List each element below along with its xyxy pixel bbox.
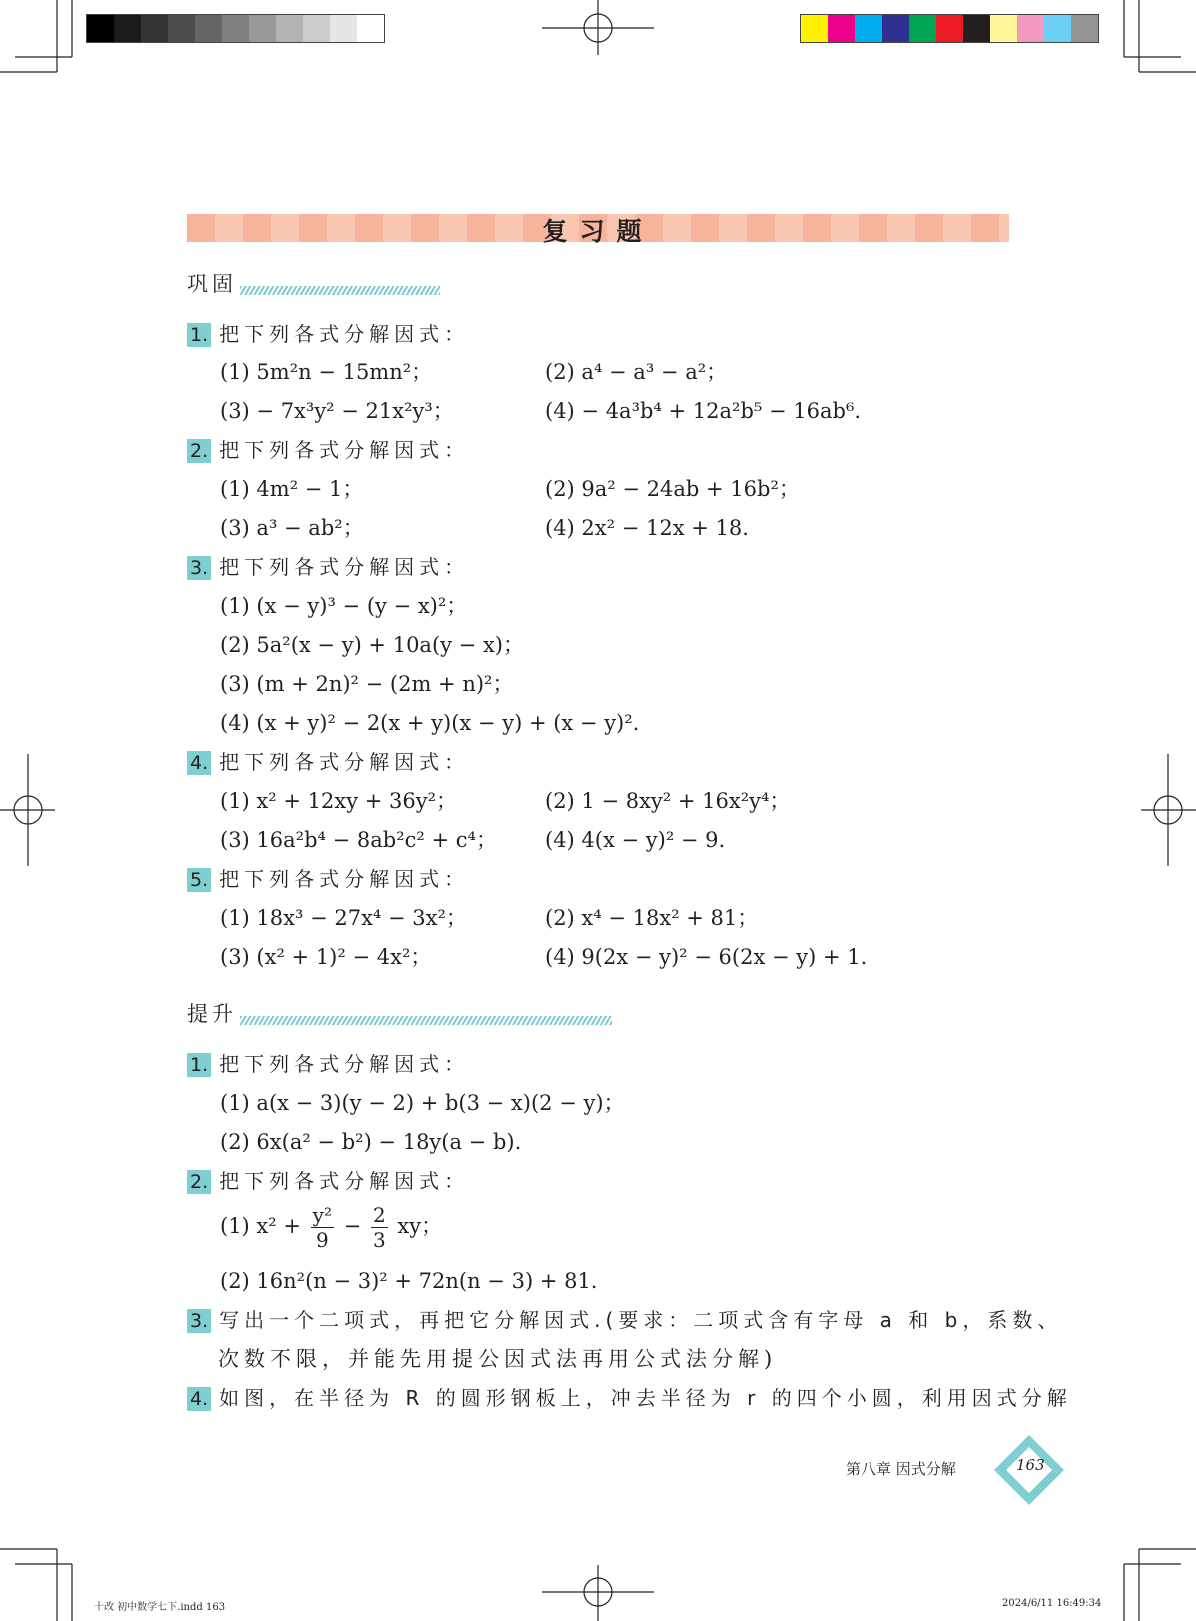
expression-suffix: xy；: [397, 1214, 443, 1238]
question-text: 把下列各式分解因式：: [219, 322, 470, 346]
file-slug: 十改 初中数学七下.indd 163: [94, 1602, 226, 1613]
numerator: y²: [312, 1203, 332, 1227]
question-stem: [187, 748, 469, 776]
sub-item: (1) a(x − 3)(y − 2) + b(3 − x)(2 − y)；: [220, 1091, 625, 1115]
question-number: 3.: [187, 556, 211, 580]
sub-item: (1) 18x³ − 27x⁴ − 3x²；: [220, 906, 467, 930]
question-text: 把下列各式分解因式：: [219, 1169, 470, 1193]
section-heading-consolidate: 巩固: [187, 272, 237, 296]
sub-item: (1) (x − y)³ − (y − x)²；: [220, 594, 468, 618]
section-heading-underline: [240, 286, 440, 295]
sub-item: (1) x² + 12xy + 36y²；: [220, 789, 458, 813]
question-stem: [187, 320, 469, 348]
sub-item: (4) 2x² − 12x + 18.: [545, 516, 749, 540]
question-number: 2.: [187, 439, 211, 463]
sub-item: (2) 16n²(n − 3)² + 72n(n − 3) + 81.: [220, 1269, 598, 1293]
sub-item: (3) 16a²b⁴ − 8ab²c² + c⁴；: [220, 828, 497, 852]
chapter-label: 第八章 因式分解: [846, 1460, 956, 1478]
question-number: 1.: [187, 1053, 211, 1077]
denominator: 9: [315, 1228, 329, 1252]
question-number: 5.: [187, 868, 211, 892]
question-text: 写出一个二项式，再把它分解因式.(要求：二项式含有字母 a 和 b，系数、: [219, 1308, 1063, 1332]
sub-item: (2) 6x(a² − b²) − 18y(a − b).: [220, 1130, 522, 1154]
sub-item: (3) (x² + 1)² − 4x²；: [220, 945, 432, 969]
sub-item: (3) − 7x³y² − 21x²y³；: [220, 399, 454, 423]
question-text: 如图，在半径为 R 的圆形钢板上，冲去半径为 r 的四个小圆，利用因式分解: [219, 1386, 1072, 1410]
question-text: 把下列各式分解因式：: [219, 438, 470, 462]
title-banner: [187, 214, 1009, 246]
sub-item: (4) (x + y)² − 2(x + y)(x − y) + (x − y)².: [220, 711, 640, 735]
question-stem: [187, 1050, 469, 1078]
question-text: 把下列各式分解因式：: [219, 555, 470, 579]
expression-prefix: (1) x² +: [220, 1214, 301, 1238]
question-text: 把下列各式分解因式：: [219, 867, 470, 891]
question-stem: [187, 1384, 1072, 1412]
section-heading-underline: [240, 1016, 612, 1025]
minus-sign: −: [343, 1214, 362, 1238]
question-number: 2.: [187, 1170, 211, 1194]
sub-item: (3) a³ − ab²；: [220, 516, 364, 540]
question-stem: [187, 1306, 1062, 1334]
sub-item: (1) 5m²n − 15mn²；: [220, 360, 433, 384]
question-stem: [187, 865, 469, 893]
section-heading-improve: 提升: [187, 1002, 237, 1026]
page-number: 163: [1016, 1456, 1045, 1474]
date-slug: 2024/6/11 16:49:34: [1002, 1598, 1102, 1609]
sub-item: (2) a⁴ − a³ − a²；: [545, 360, 728, 384]
fraction: [371, 1203, 388, 1252]
denominator: 3: [372, 1228, 386, 1252]
question-number: 4.: [187, 751, 211, 775]
question-number: 4.: [187, 1387, 211, 1411]
sub-item: (4) 9(2x − y)² − 6(2x − y) + 1.: [545, 945, 868, 969]
sub-item: (2) x⁴ − 18x² + 81；: [545, 906, 759, 930]
question-text: 把下列各式分解因式：: [219, 750, 470, 774]
sub-item: (3) (m + 2n)² − (2m + n)²；: [220, 672, 514, 696]
question-stem: [187, 553, 469, 581]
question-stem: [187, 436, 469, 464]
numerator: 2: [372, 1203, 386, 1227]
sub-item: (2) 1 − 8xy² + 16x²y⁴；: [545, 789, 791, 813]
sub-item: (4) 4(x − y)² − 9.: [545, 828, 726, 852]
sub-item: (4) − 4a³b⁴ + 12a²b⁵ − 16ab⁶.: [545, 399, 862, 423]
sub-item: (2) 5a²(x − y) + 10a(y − x)；: [220, 633, 524, 657]
question-number: 3.: [187, 1309, 211, 1333]
fraction-expression: [220, 1203, 442, 1252]
question-number: 1.: [187, 323, 211, 347]
sub-item: (2) 9a² − 24ab + 16b²；: [545, 477, 800, 501]
sub-item: (1) 4m² − 1；: [220, 477, 364, 501]
sub-item: 次数不限，并能先用提公因式法再用公式法分解): [218, 1347, 778, 1371]
question-stem: [187, 1167, 469, 1195]
page-title: 复习题: [542, 217, 654, 246]
question-text: 把下列各式分解因式：: [219, 1052, 470, 1076]
fraction: [311, 1203, 334, 1252]
